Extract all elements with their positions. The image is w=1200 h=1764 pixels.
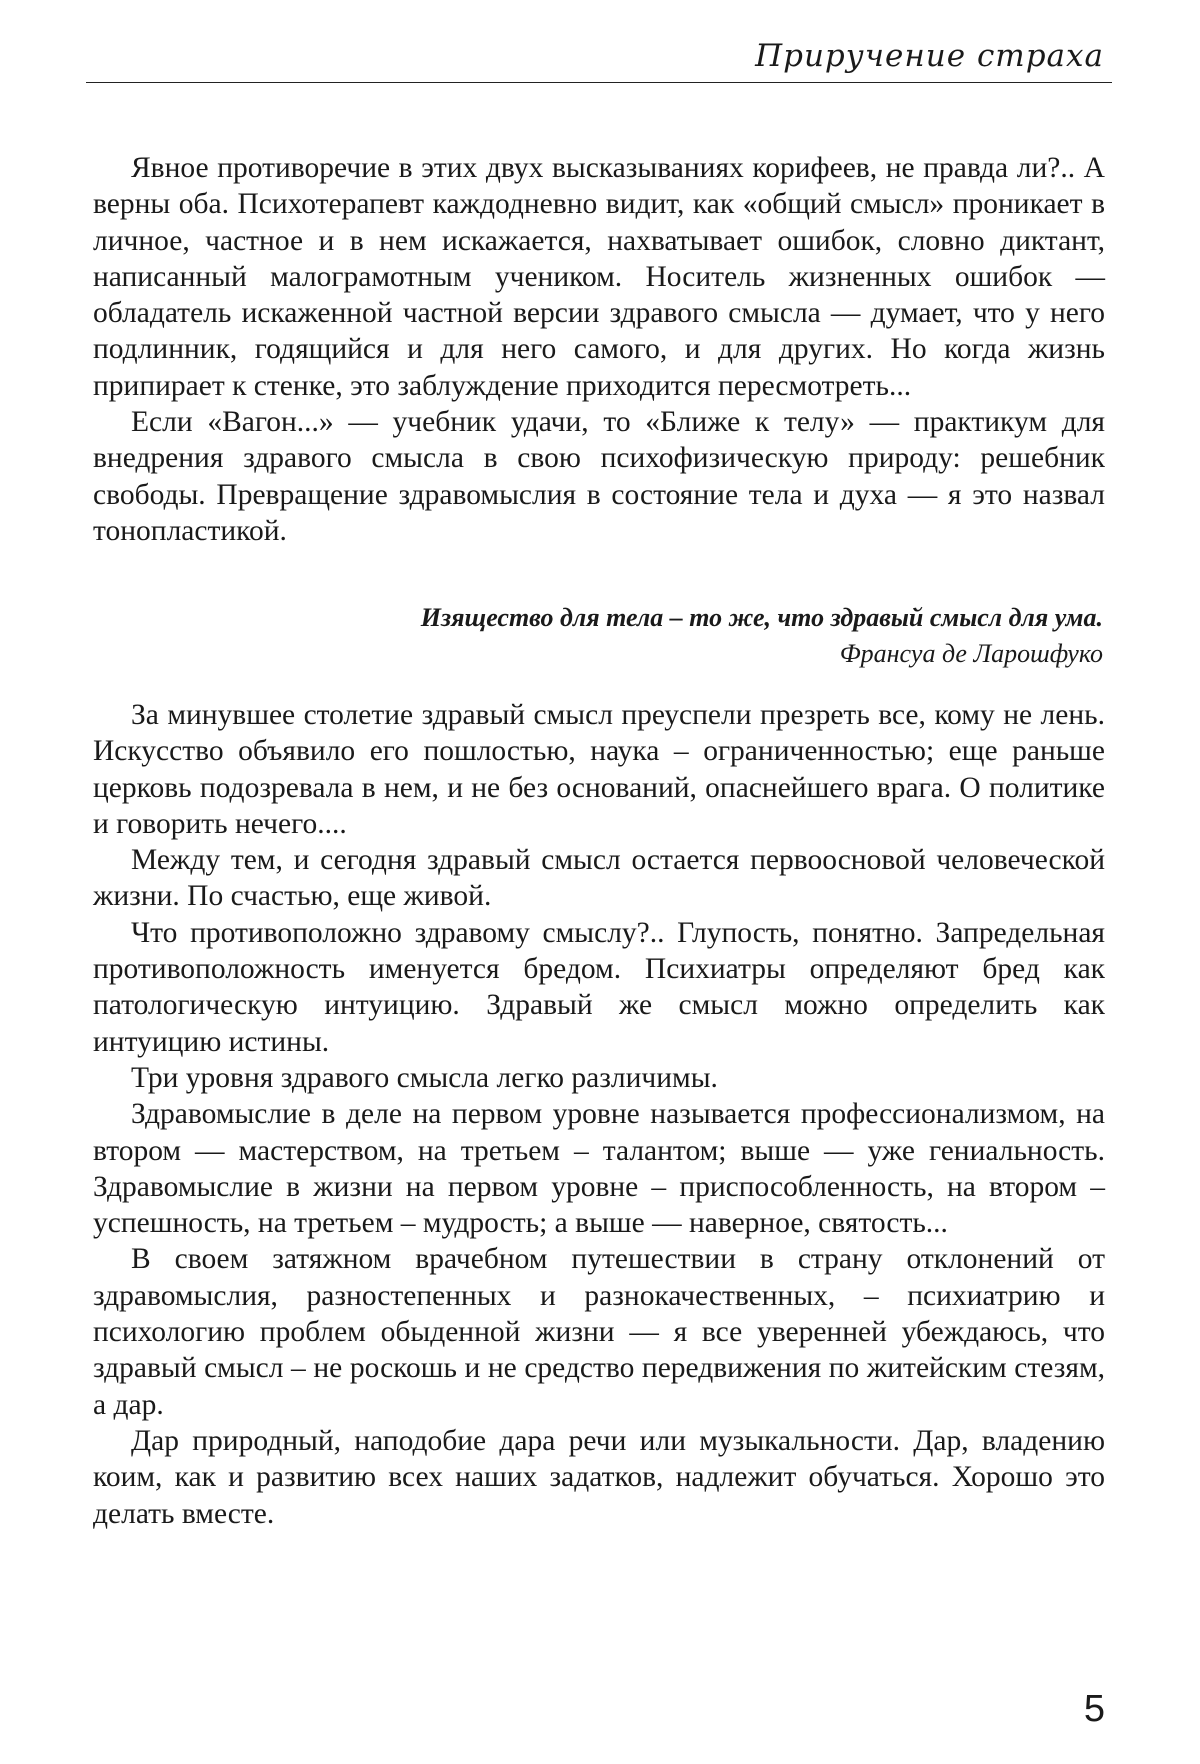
paragraph: За минувшее столетие здравый смысл преуспели презреть все, кому не лень. Искусство объявило его пошлостью, наука – ограниченностью; еще раньше церковь подозревала в нем, и не без оснований, опаснейшего врага. О политике и говорить нечего....	[93, 699, 1105, 840]
paragraph: Что противоположно здравому смыслу?.. Глупость, понятно. Запредельная противоположность именуется бредом. Психиатры определяют бред как патологическую интуицию. Здравый же смысл можно определить как интуицию истины.	[93, 916, 1105, 1058]
paragraph: В своем затяжном врачебном путешествии в страну отклонений от здравомыслия, разностепенных и разнокачественных, – психиатрию и психологию проблем обыденной жизни — я все уверенней убеждаюсь, что здравый смысл – не роскошь и не средство передвижения по житейским стезям, а дар.	[93, 1243, 1105, 1421]
epigraph-quote: Изящество для тела – то же, что здравый смысл для ума.	[420, 603, 1103, 632]
page-number: 5	[1083, 1688, 1105, 1730]
running-title: Приручение страха	[755, 38, 1104, 74]
epigraph-author: Франсуа де Ларошфуко	[839, 639, 1103, 668]
paragraph: Если «Вагон...» — учебник удачи, то «Ближе к телу» — практикум для внедрения здравого смысла в свою психофизическую природу: решебник свободы. Превращение здравомыслия в состояние тела и духа — я это назвал тонопластикой.	[93, 406, 1105, 547]
epigraph	[93, 600, 1103, 672]
running-header	[86, 18, 1112, 83]
paragraph: Явное противоречие в этих двух высказываниях корифеев, не правда ли?.. А верны оба. Психотерапевт каждодневно видит, как «общий смысл» проникает в личное, частное и в нем искажается, нахватывает ошибок, словно диктант, написанный малограмотным учеником. Носитель жизненных ошибок — обладатель искаженной частной версии здравого смысла — думает, что у него подлинник, годящийся и для него самого, и для других. Но когда жизнь припирает к стенке, это заблуждение приходится пересмотреть...	[93, 152, 1105, 402]
paragraph: Здравомыслие в деле на первом уровне называется профессионализмом, на втором — мастерством, на третьем – талантом; выше — уже гениальность. Здравомыслие в жизни на первом уровне – приспособленность, на втором – успешность, на третьем – мудрость; а выше — наверное, святость...	[93, 1098, 1105, 1240]
body-text-top	[93, 150, 1105, 549]
paragraph: Три уровня здравого смысла легко различимы.	[131, 1061, 718, 1094]
paragraph: Между тем, и сегодня здравый смысл остается первоосновой человеческой жизни. По счастью, еще живой.	[93, 844, 1105, 913]
body-text-bottom	[93, 697, 1105, 1532]
paragraph: Дар природный, наподобие дара речи или музыкальности. Дар, владению коим, как и развитию всех наших задатков, надлежит обучаться. Хорошо это делать вместе.	[93, 1424, 1105, 1530]
